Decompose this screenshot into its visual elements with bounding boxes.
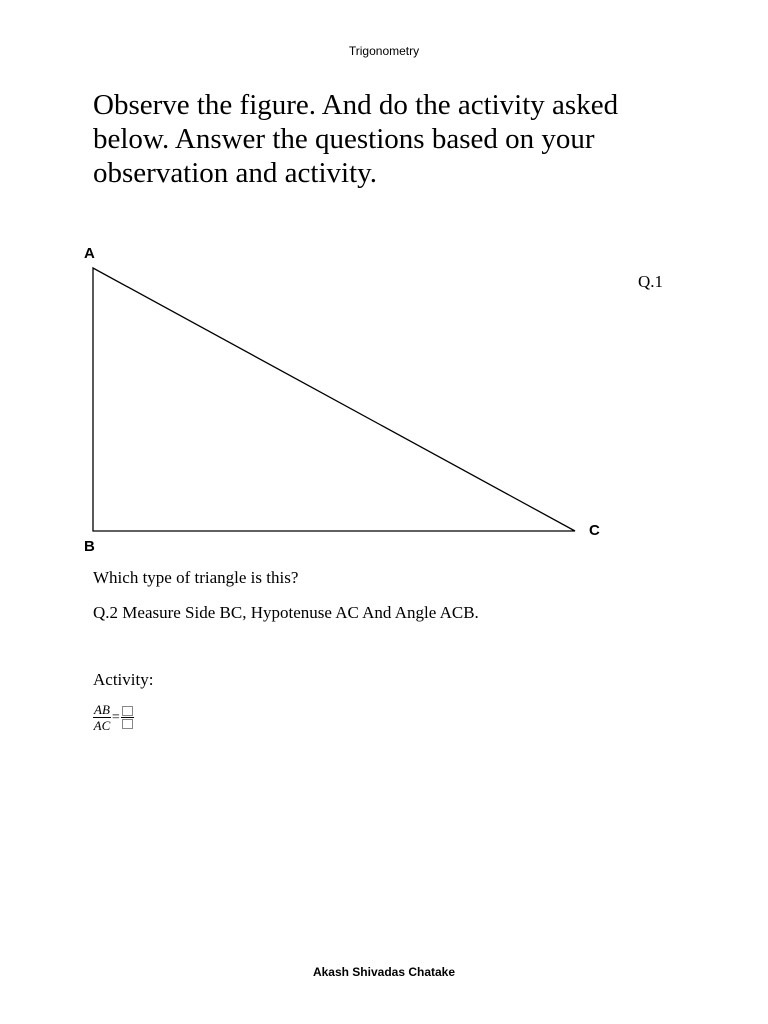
question-2-text: Q.2 Measure Side BC, Hypotenuse AC And Angle ACB.	[93, 603, 479, 622]
fraction-bar	[121, 717, 134, 718]
blank-answer-fraction[interactable]	[121, 705, 134, 730]
vertex-c-label: C	[589, 522, 600, 539]
ratio-fraction	[93, 702, 111, 733]
blank-numerator-box[interactable]	[122, 706, 133, 716]
blank-denominator-box[interactable]	[122, 719, 133, 729]
triangle-abc	[93, 268, 575, 531]
equals-sign: =	[111, 709, 120, 725]
activity-label: Activity:	[93, 670, 154, 689]
vertex-a-label: A	[84, 245, 95, 262]
question-1-label: Q.1	[638, 272, 664, 291]
intro-paragraph: Observe the figure. And do the activity asked below. Answer the questions based on your observation and activity.	[93, 89, 619, 189]
page-header: Trigonometry	[348, 44, 420, 58]
ratio-expression	[93, 702, 134, 733]
ratio-numerator: AB	[94, 702, 110, 717]
page-footer-author: Akash Shivadas Chatake	[312, 965, 456, 979]
ratio-denominator: AC	[93, 718, 111, 733]
question-1-text: Which type of triangle is this?	[93, 568, 299, 587]
vertex-b-label: B	[84, 538, 95, 555]
